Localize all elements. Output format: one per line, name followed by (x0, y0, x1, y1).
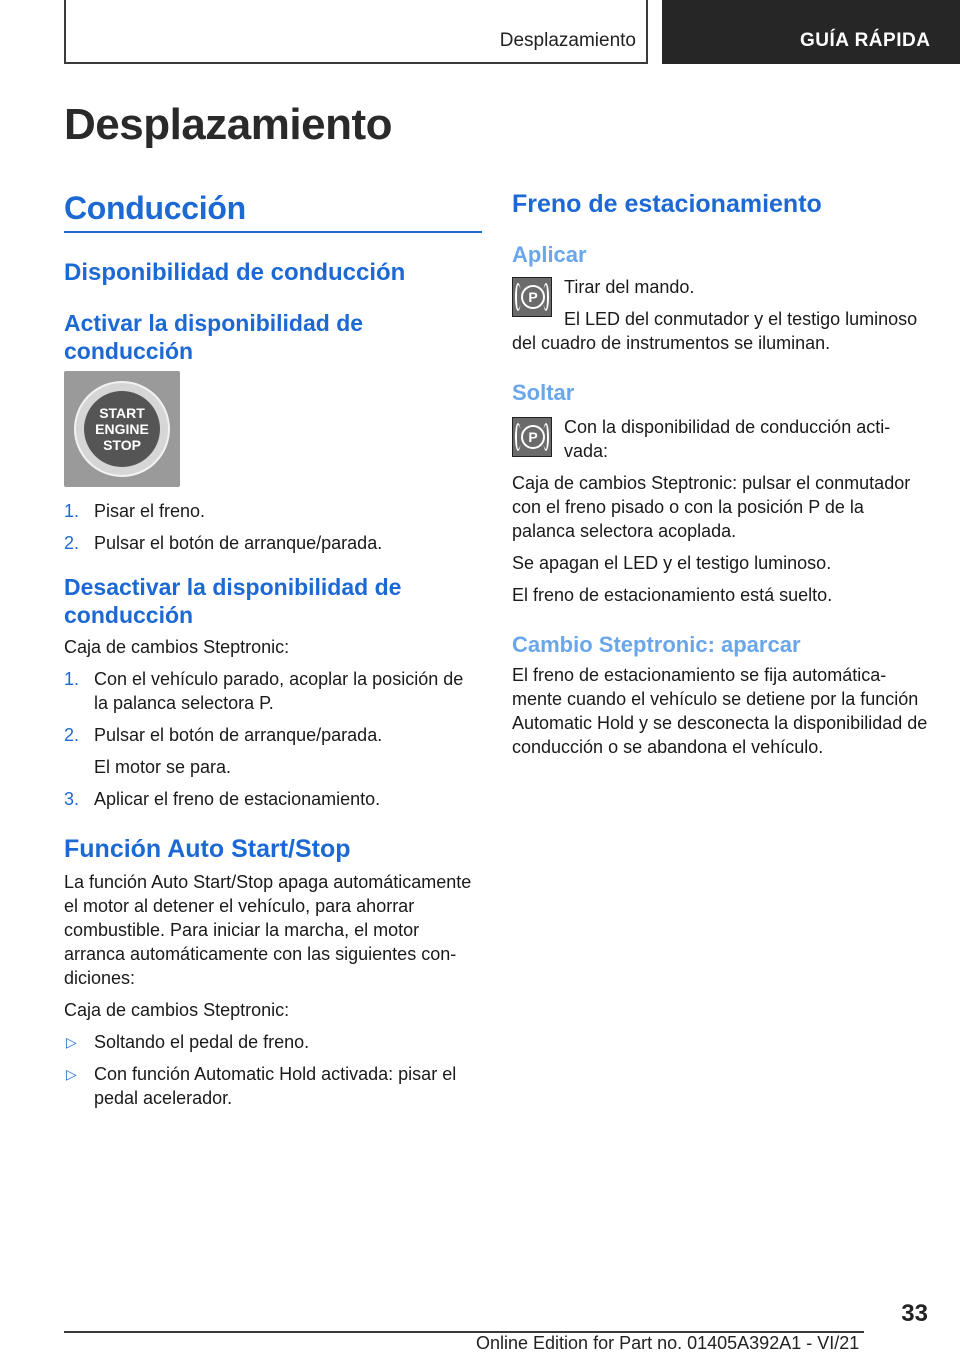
step-number: 3. (64, 789, 80, 809)
step-text: Aplicar el freno de estacionamiento. (94, 789, 381, 809)
button-label-stop: STOP (103, 437, 141, 453)
heading-steptronic-park: Cambio Steptronic: aparcar (512, 632, 801, 657)
activate-steps-list (64, 499, 482, 555)
section-heading-parking-brake: Freno de estacionamiento (512, 190, 822, 218)
triangle-bullet-icon: ▷ (66, 1066, 77, 1082)
list-item (64, 1062, 482, 1110)
left-column (64, 190, 482, 1110)
auto-start-stop-text: La función Auto Start/Stop apaga automáticamente el motor al detener el vehículo, para ahorrar combustible. Para iniciar la marcha, el motor arranca automáticamente con las siguientes condiciones: (64, 872, 472, 988)
steptronic-park-text: El freno de estacionamiento se fija automáticamente cuando el vehículo se detiene por la función Automatic Hold y se desconecta la disponibilidad de conducción o se abandona el vehículo. (512, 665, 928, 757)
bullet-text: Con función Automatic Hold activada: pisar el pedal acelerador. (94, 1064, 457, 1108)
release-paragraph-1: Caja de cambios Steptronic: pulsar el conmutador con el freno pisado o con la posición P de la palanca selectora acoplada. (512, 473, 911, 541)
deactivate-intro: Caja de cambios Steptronic: (64, 637, 290, 657)
step-number: 2. (64, 725, 80, 745)
page-number: 33 (901, 1300, 928, 1327)
list-item (64, 531, 482, 555)
list-item (64, 667, 482, 715)
apply-line-1: Tirar del mando. (564, 277, 695, 297)
parking-brake-switch-icon: P (512, 417, 552, 457)
step-subtext: El motor se para. (94, 757, 232, 777)
heading-release: Soltar (512, 380, 575, 405)
list-item (64, 1030, 482, 1054)
footer-edition: Online Edition for Part no. 01405A392A1 - VI/21 (476, 1333, 860, 1353)
heading-auto-start-stop: Función Auto Start/Stop (64, 835, 351, 863)
button-label-engine: ENGINE (95, 421, 149, 437)
auto-start-stop-conditions (64, 1030, 482, 1110)
header-section-title: Desplazamiento (499, 30, 636, 51)
auto-start-stop-intro: Caja de cambios Steptronic: (64, 1000, 290, 1020)
heading-apply: Aplicar (512, 242, 587, 267)
release-block (512, 415, 928, 607)
triangle-bullet-icon: ▷ (66, 1034, 77, 1050)
heading-activate-drive-ready: Activar la disponibilidad de conducción (64, 310, 364, 364)
page-title: Desplazamiento (64, 100, 392, 149)
header-tab-quick-guide[interactable]: GUÍA RÁPIDA (662, 0, 960, 64)
list-item (64, 499, 482, 523)
step-text: Pulsar el botón de arranque/parada. (94, 533, 383, 553)
release-paragraph-3: El freno de estacionamiento está suelto. (512, 585, 833, 605)
button-face (84, 391, 160, 467)
list-item (64, 787, 482, 811)
subsection-heading-drive-ready: Disponibilidad de conducción (64, 259, 406, 286)
start-engine-stop-button-image (64, 371, 180, 487)
release-paragraph-2: Se apagan el LED y el testigo luminoso. (512, 553, 832, 573)
release-line-1: Con la disponibilidad de conducción activada: (564, 417, 891, 461)
button-label-start: START (99, 405, 145, 421)
right-column (512, 190, 928, 759)
step-text: Con el vehículo parado, acoplar la posición de la palanca selectora P. (94, 669, 464, 713)
section-heading-driving: Conducción (64, 190, 482, 233)
step-number: 1. (64, 501, 80, 521)
apply-line-2: El LED del conmutador y el testigo luminoso del cuadro de instrumentos se iluminan. (512, 309, 918, 353)
parking-brake-switch-icon: P (512, 277, 552, 317)
bullet-text: Soltando el pedal de freno. (94, 1032, 310, 1052)
step-text: Pisar el freno. (94, 501, 206, 521)
step-number: 2. (64, 533, 80, 553)
heading-deactivate-drive-ready: Desactivar la disponibilidad de conducción (64, 574, 402, 628)
step-number: 1. (64, 669, 80, 689)
apply-block (512, 275, 928, 355)
list-item (64, 723, 482, 779)
step-text: Pulsar el botón de arranque/parada. (94, 725, 383, 745)
deactivate-steps-list (64, 667, 482, 811)
